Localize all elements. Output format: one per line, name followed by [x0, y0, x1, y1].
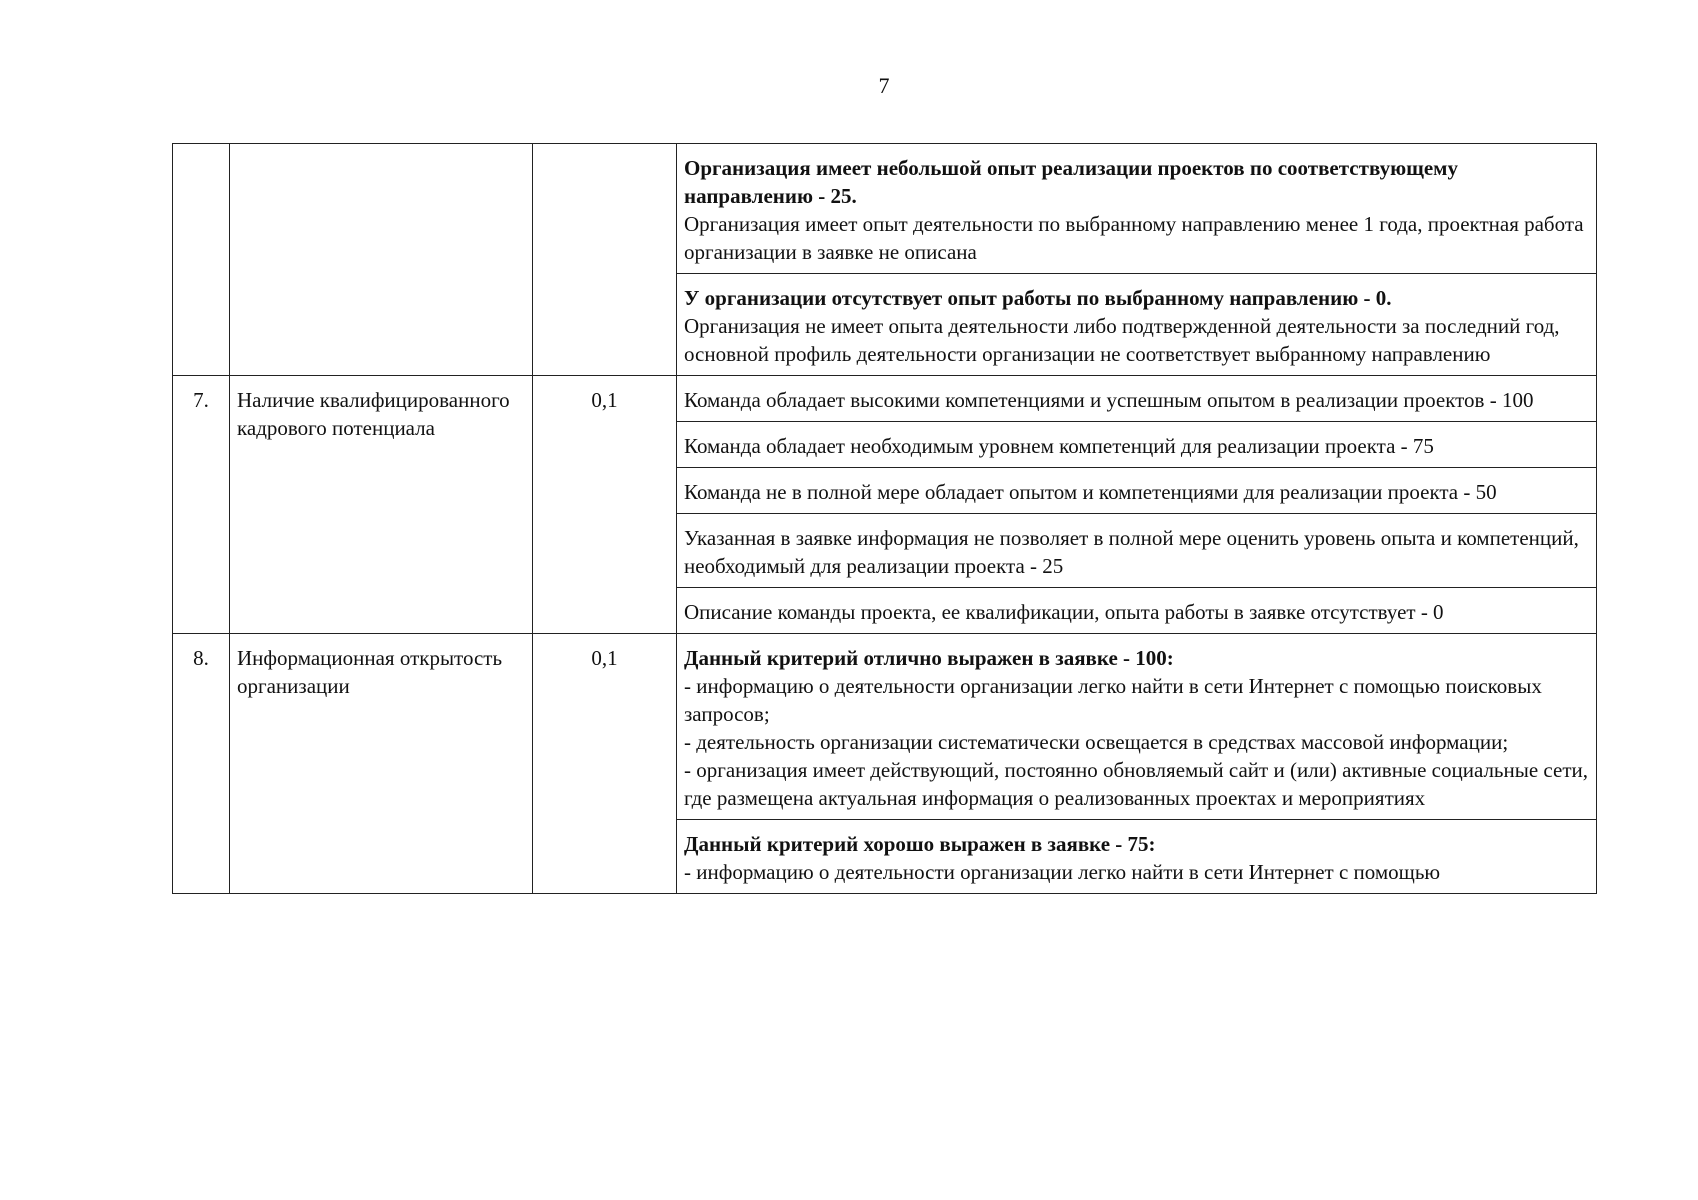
- level-item: - информацию о деятельности организации легко найти в сети Интернет с помощью: [684, 860, 1441, 884]
- level-item: - деятельность организации систематически освещается в средствах массовой информации;: [684, 730, 1509, 754]
- level-description: [677, 144, 1597, 274]
- criterion-weight: 0,1: [533, 376, 677, 634]
- criterion-name: Наличие квалифицированного кадрового потенциала: [230, 376, 533, 634]
- criterion-number: 8.: [173, 634, 230, 894]
- level-heading: У организации отсутствует опыт работы по выбранному направлению - 0.: [684, 286, 1392, 310]
- level-description: [677, 274, 1597, 376]
- criterion-number: 7.: [173, 376, 230, 634]
- level-description: Указанная в заявке информация не позволяет в полной мере оценить уровень опыта и компетенций, необходимый для реализации проекта - 25: [677, 514, 1597, 588]
- level-description: Команда обладает необходимым уровнем компетенций для реализации проекта - 75: [677, 422, 1597, 468]
- table-row: [173, 634, 1597, 820]
- level-heading: Организация имеет небольшой опыт реализации проектов по соответствующему направлению - 25.: [684, 156, 1458, 208]
- level-description: [677, 820, 1597, 894]
- level-heading: Данный критерий отлично выражен в заявке - 100:: [684, 646, 1174, 670]
- weight-cell: [533, 144, 677, 376]
- level-text: Организация имеет опыт деятельности по выбранному направлению менее 1 года, проектная работа организации в заявке не описана: [684, 212, 1584, 264]
- level-item: - организация имеет действующий, постоянно обновляемый сайт и (или) активные социальные сети, где размещена актуальная информация о реализованных проектах и мероприятиях: [684, 758, 1588, 810]
- level-description: Команда обладает высокими компетенциями и успешным опытом в реализации проектов - 100: [677, 376, 1597, 422]
- criterion-name: Информационная открытость организации: [230, 634, 533, 894]
- level-description: [677, 634, 1597, 820]
- page-number: 7: [878, 73, 890, 98]
- table-row: [173, 144, 1597, 274]
- level-text: Организация не имеет опыта деятельности либо подтвержденной деятельности за последний год, основной профиль деятельности организации не соответствует выбранному направлению: [684, 314, 1560, 366]
- criterion-name-cell: [230, 144, 533, 376]
- level-description: Команда не в полной мере обладает опытом и компетенциями для реализации проекта - 50: [677, 468, 1597, 514]
- criterion-weight: 0,1: [533, 634, 677, 894]
- number-cell: [173, 144, 230, 376]
- level-heading: Данный критерий хорошо выражен в заявке - 75:: [684, 832, 1156, 856]
- criteria-table: [172, 143, 1597, 894]
- level-description: Описание команды проекта, ее квалификации, опыта работы в заявке отсутствует - 0: [677, 588, 1597, 634]
- table-row: [173, 376, 1597, 422]
- level-item: - информацию о деятельности организации легко найти в сети Интернет с помощью поисковых запросов;: [684, 674, 1542, 726]
